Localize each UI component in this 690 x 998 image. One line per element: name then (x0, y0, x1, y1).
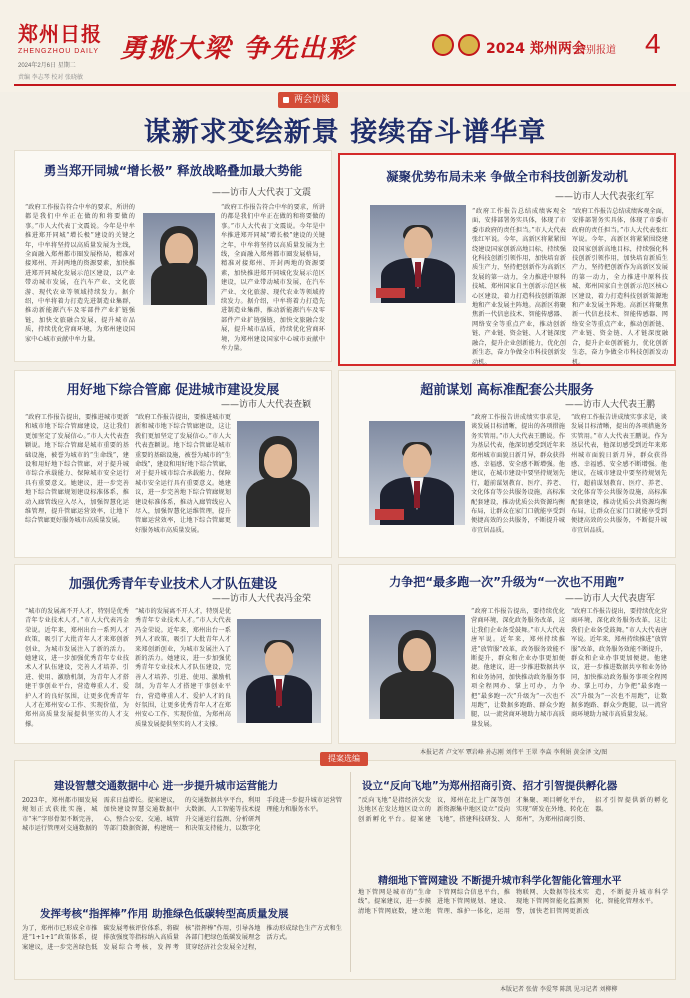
article-body-col2: “政府工作报告总结成绩客观全面，安排部署务实具体，体现了市委市政府的责任担当。”市人大代表张红军说。今年，高新区将紧紧围绕建设国家创新高地目标，持续强化科技创新引领作用，加快培育新质生产力，坚持把创新作为高新区发展的第一动力，全力推进中原科技城、郑州国家自主创新示范区核心区建设，着力打造科技创新策源地和产业发展主阵地。高新区将聚焦新一代信息技术、智能传感器、网络安全等重点产业，推动创新链、产业链、资金链、人才链深度融合，提升企业创新能力，优化创新生态，奋力争做全市科技创新发动机。 (572, 208, 668, 366)
proposal-section-tag: 提案选编 (320, 752, 368, 766)
interviewee-photo (237, 619, 321, 723)
article-body: “政府工作报告总结成绩客观全面，安排部署务实具体，体现了市委市政府的责任担当。”市人大代表张红军说。今年，高新区将紧紧围绕建设国家创新高地目标，持续强化科技创新引领作用，加快培育新质生产力，坚持把创新作为高新区发展的第一动力，全力推进中原科技城、郑州国家自主创新示范区核心区建设，着力打造科技创新策源地和产业发展主阵地。高新区将聚焦新一代信息技术、智能传感器、网络安全等重点产业，推动创新链、产业链、资金链、人才链深度融合，提升企业创新能力，优化创新生态，奋力争做全市科技创新发动机。 (472, 208, 566, 366)
interviewee-photo (237, 421, 319, 527)
article-byline: ——访市人大代表丁文震 (211, 188, 311, 198)
article-title: 力争把“最多跑一次”升级为“一次也不用跑” (389, 575, 625, 589)
date-line: 2024年2月6日 星期二 (18, 63, 76, 69)
article-card (338, 370, 676, 558)
page-main-title: 谋新求变绘新景 接续奋斗谱华章 (143, 117, 547, 148)
article-title: 超前谋划 高标准配套公共服务 (420, 383, 594, 398)
interviewee-photo (369, 421, 465, 525)
article-byline: ——访市人大代表唐军 (564, 594, 655, 604)
newspaper-logo: 郑州日报 (18, 22, 102, 46)
cppcc-emblem-icon (458, 34, 480, 56)
article-byline: ——访市人大代表张红军 (554, 192, 654, 202)
section-tag: 两会访谈 (278, 92, 338, 108)
article-body: “政府工作报告提出，要推进城市更新和城市地下综合管廊建设，这让我们更加坚定了发展信心。”市人大代表查颖说。地下综合管廊是城市重要的基础设施，被誉为城市的“生命线”，建设和用好地下综合管廊，对于提升城市综合承载能力、保障城市安全运行具有重要意义。她建议，进一步完善地下综合管廊规划建设标准体系，推动入廊管线应入尽入，加强智慧化运维管理，提升管廊运营效率，让地下综合管廊更好服务城市高质量发展。 (25, 414, 129, 525)
interviewee-photo (143, 213, 215, 305)
masthead (0, 0, 690, 92)
proposal-title: 精细地下管网建设 不断提升城市科学化智能化管理水平 (378, 876, 622, 887)
article-card (14, 150, 332, 362)
proposal-title: 发挥考核“指挥棒”作用 助推绿色低碳转型高质量发展 (40, 908, 289, 920)
article-title: 用好地下综合管廊 促进城市建设发展 (66, 383, 280, 398)
article-body-col2: “政府工作报告讲成绩实事求是，谈发展目标清晰，提出的各项措施务实管用。”市人大代表王鹏说。作为基层代表，他深切感受到近年来郑州城市面貌日新月异，群众获得感、幸福感、安全感不断增强。他建议，在城市建设中要坚持规划先行，超前谋划教育、医疗、养老、文化体育等公共服务设施，高标准配套建设，推动优质公共资源均衡布局，让群众在家门口就能享受到便捷高效的公共服务，不断提升城市宜居品质。 (571, 414, 667, 534)
interviewee-photo (369, 615, 465, 719)
article-card (14, 564, 332, 744)
article-byline: ——访市人大代表王鹏 (564, 400, 655, 410)
proposal-body: 2023年，郑州都市圈发展规划正式获批实施，城市“米”字形骨架不断完善，城市运行管理对交通数据的需求日益增长。提案建议，加快建设智慧交通数据中心，整合公安、交通、城管等部门数据资源，构建统一的交通数据共享平台，利用大数据、人工智能等技术提升交通运行监测、分析研判和决策支持能力，以数字化手段进一步提升城市运营管理能力和服务水平。 (22, 797, 342, 833)
interviewee-photo (370, 205, 466, 303)
article-byline: ——访市人大代表冯金荣 (211, 594, 311, 604)
bottom-credit: 本版记者 张倩 李爱琴 陈凯 见习记者 刘柳柳 (500, 986, 618, 993)
article-body-col2: “城市的发展离不开人才，特别是优秀青年专业技术人才。”市人大代表冯金荣说。近年来，郑州出台一系列人才政策，吸引了大批青年人才来郑创新创业，为城市发展注入了新的活力。她建议，进一步加强优秀青年专业技术人才队伍建设，完善人才培养、引进、使用、激励机制，为青年人才搭建干事创业平台，营造尊重人才、爱护人才的良好氛围，让更多优秀青年人才在郑州安心工作、实现价值，为郑州高质量发展提供坚实的人才支撑。 (135, 608, 231, 728)
article-body: “政府工作报告讲成绩实事求是，谈发展目标清晰，提出的各项措施务实管用。”市人大代表王鹏说。作为基层代表，他深切感受到近年来郑州城市面貌日新月异，群众获得感、幸福感、安全感不断增强。他建议，在城市建设中要坚持规划先行，超前谋划教育、医疗、养老、文化体育等公共服务设施，高标准配套建设，推动优质公共资源均衡布局，让群众在家门口就能享受到便捷高效的公共服务，不断提升城市宜居品质。 (471, 414, 565, 534)
article-byline: ——访市人大代表查颖 (220, 400, 311, 410)
article-body: “政府工作报告提出，要持续优化营商环境，深化政务服务改革，这让我们企业备受鼓舞。”市人大代表唐军说。近年来，郑州持续推进“放管服”改革，政务服务效能不断提升，群众和企业办事更加便捷。他建议，进一步推进数据共享和业务协同，加快推动政务服务事项全程网办、掌上可办，力争把“最多跑一次”升级为“一次也不用跑”，让数据多跑路、群众少跑腿，以一流营商环境助力城市高质量发展。 (471, 608, 565, 728)
national-emblem-icon (432, 34, 454, 56)
proposal-body: 地下管网是城市的“生命线”。提案建议，进一步摸清地下管网底数，建立地下管网综合信息平台，推进地下管网规划、建设、管理、维护一体化，运用物联网、大数据等技术实现地下管网智能化监测预警，加快老旧管网更新改造，不断提升城市科学化、智能化管理水平。 (358, 889, 668, 915)
editor-line: 责编 李志琴 校对 张晓敏 (18, 75, 84, 81)
article-card-highlighted (338, 153, 676, 366)
article-body-col2: “政府工作报告提出，要持续优化营商环境，深化政务服务改革，这让我们企业备受鼓舞。”市人大代表唐军说。近年来，郑州持续推进“放管服”改革，政务服务效能不断提升，群众和企业办事更加便捷。他建议，进一步推进数据共享和业务协同，加快推动政务服务事项全程网办、掌上可办，力争把“最多跑一次”升级为“一次也不用跑”，让数据多跑路、群众少跑腿，以一流营商环境助力城市高质量发展。 (571, 608, 667, 719)
article-title: 凝聚优势布局未来 争做全市科技创新发动机 (386, 169, 628, 184)
photo-credit: 本报记者 卢文军 覃岩峰 孙志刚 刘伟平 王翠 李焱 李利娟 黄金泽 文/图 (420, 749, 608, 756)
proposal-body: 为了，郑州市已形成全市推进“1+1+1”政策体系，提案建议，进一步完善绿色低碳发展考核评价体系，将碳排放强度等指标纳入高质量发展综合考核，发挥考核“指挥棒”作用，引导各地各部门把绿色低碳发展理念贯穿经济社会发展全过程，推动形成绿色生产方式和生活方式。 (22, 925, 342, 951)
article-card (14, 370, 332, 558)
event-subtitle: 特别报道 (576, 45, 616, 56)
page-number: 4 (645, 28, 661, 59)
article-title: 勇当郑开同城“增长极” 释放战略叠加最大势能 (43, 163, 303, 178)
masthead-slogan: 勇挑大梁 争先出彩 (120, 34, 356, 64)
newspaper-logo-english: ZHENGZHOU DAILY (18, 48, 99, 55)
article-card (338, 564, 676, 744)
column-divider (350, 772, 351, 972)
proposal-title: 建设智慧交通数据中心 进一步提升城市运营能力 (54, 780, 279, 792)
article-body-col2: “政府工作报告提出，要推进城市更新和城市地下综合管廊建设，这让我们更加坚定了发展信心。”市人大代表查颖说。地下综合管廊是城市重要的基础设施，被誉为城市的“生命线”，建设和用好地下综合管廊，对于提升城市综合承载能力、保障城市安全运行具有重要意义。她建议，进一步完善地下综合管廊规划建设标准体系，推动入廊管线应入尽入，加强智慧化运维管理，提升管廊运营效率，让地下综合管廊更好服务城市高质量发展。 (135, 414, 231, 534)
masthead-divider (14, 84, 676, 86)
event-title: 2024 郑州两会 (486, 41, 586, 57)
article-body: “城市的发展离不开人才，特别是优秀青年专业技术人才。”市人大代表冯金荣说。近年来，郑州出台一系列人才政策，吸引了大批青年人才来郑创新创业，为城市发展注入了新的活力。她建议，进一步加强优秀青年专业技术人才队伍建设，完善人才培养、引进、使用、激励机制，为青年人才搭建干事创业平台，营造尊重人才、爱护人才的良好氛围，让更多优秀青年人才在郑州安心工作、实现价值，为郑州高质量发展提供坚实的人才支撑。 (25, 608, 129, 728)
proposal-body: “反向飞地”是指经济欠发达地区在发达地区设立的创新孵化平台。提案建议，郑州在北上广深等创新资源集中地区设立“反向飞地”，搭建科技研发、人才集聚、项目孵化平台，实现“研发在外地、转化在郑州”，为郑州招商引资、招才引智提供新的孵化器。 (358, 797, 668, 823)
article-body-col2: “政府工作报告符合中牟的要求，所讲的都是我们中牟正在做的和将要做的事。”市人大代表丁文震说。今年是中牟推进郑开同城“增长极”建设的关键之年，中牟将坚持以高质量发展为主线，全面融入郑州都市圈发展格局，精准对接郑州、开封两地的资源要素，加快推进郑开同城化发展示范区建设，以产业带动城市发展，在汽车产业、文化旅游、现代农业等领域持续发力。据介绍，中牟将着力打造先进制造业集群，推动新能源汽车及零部件产业扩链强链，加快文旅融合发展，提升城市品质，持续优化营商环境，为郑州建设国家中心城市贡献中牟力量。 (221, 204, 325, 353)
article-body: “政府工作报告符合中牟的要求，所讲的都是我们中牟正在做的和将要做的事。”市人大代表丁文震说。今年是中牟推进郑开同城“增长极”建设的关键之年，中牟将坚持以高质量发展为主线，全面融入郑州都市圈发展格局，精准对接郑州、开封两地的资源要素，加快推进郑开同城化发展示范区建设，以产业带动城市发展，在汽车产业、文化旅游、现代农业等领域持续发力。据介绍，中牟将着力打造先进制造业集群，推动新能源汽车及零部件产业扩链强链，加快文旅融合发展，提升城市品质，持续优化营商环境，为郑州建设国家中心城市贡献中牟力量。 (25, 204, 135, 343)
proposal-title: 设立“反向飞地”为郑州招商引资、招才引智提供孵化器 (362, 780, 618, 792)
article-title: 加强优秀青年专业技术人才队伍建设 (68, 577, 277, 592)
